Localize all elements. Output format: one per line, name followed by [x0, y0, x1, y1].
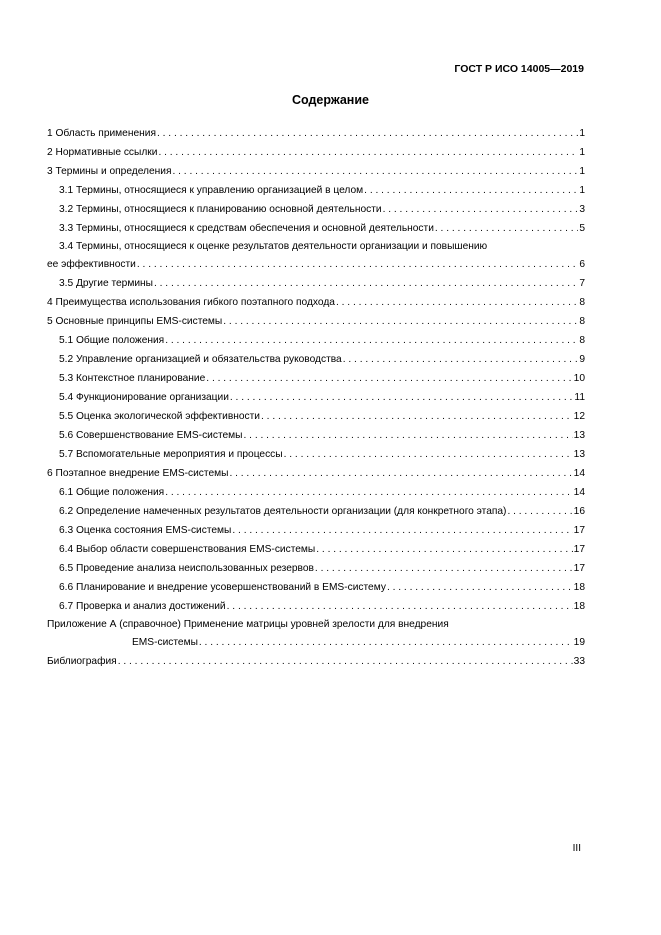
- toc-entry-text: 5.5 Оценка экологической эффективности: [59, 411, 260, 422]
- toc-entry-6-4: [47, 540, 585, 559]
- page-title: Содержание: [291, 93, 369, 107]
- toc-leader-dots: [316, 540, 572, 559]
- toc-leader-dots: [206, 369, 572, 388]
- toc-entry-page: 1: [579, 147, 585, 158]
- toc-leader-dots: [315, 559, 573, 578]
- toc-entry-page: 13: [573, 449, 585, 460]
- toc-entry-page: 17: [573, 544, 585, 555]
- toc-leader-dots: [227, 597, 573, 616]
- toc-entry-page: 8: [579, 297, 585, 308]
- toc-entry-text: 5.4 Функционирование организации: [59, 392, 229, 403]
- toc-entry-3-3: [47, 219, 585, 238]
- toc-entry-page: 1: [579, 166, 585, 177]
- toc-entry-text: 6.1 Общие положения: [59, 487, 165, 498]
- toc-entry-4: [47, 293, 585, 312]
- toc-entry-page: 18: [573, 601, 585, 612]
- toc-leader-dots: [284, 445, 573, 464]
- toc-entry-text: 1 Область применения: [47, 128, 156, 139]
- toc-entry-2: [47, 143, 585, 162]
- toc-entry-page: 14: [573, 468, 585, 479]
- toc-entry-page: 33: [573, 656, 585, 667]
- toc-leader-dots: [387, 578, 573, 597]
- toc-entry-text: 5.7 Вспомогательные мероприятия и процессы: [59, 449, 283, 460]
- toc-entry-page: 5: [579, 223, 585, 234]
- toc-entry-page: 12: [573, 411, 585, 422]
- toc-entry-text: 6.2 Определение намеченных результатов деятельности организации (для конкретного этапа): [59, 506, 507, 517]
- toc-leader-dots: [165, 483, 572, 502]
- toc-leader-dots: [137, 255, 578, 274]
- toc-leader-dots: [199, 633, 573, 652]
- toc-entry-5-1: [47, 331, 585, 350]
- toc-entry-appendix-a-continued: [47, 633, 585, 652]
- toc-leader-dots: [383, 200, 579, 219]
- toc-entry-text: 3.1 Термины, относящиеся к управлению организацией в целом: [59, 185, 364, 196]
- toc-entry-3-4: 3.4 Термины, относящиеся к оценке результатов деятельности организации и повышению: [59, 241, 488, 252]
- toc-entry-5: [47, 312, 585, 331]
- toc-entry-page: 1: [579, 128, 585, 139]
- toc-entry-page: 13: [573, 430, 585, 441]
- toc-entry-1: [47, 124, 585, 143]
- toc-entry-text: 5.6 Совершенствование EMS-системы: [59, 430, 243, 441]
- toc-leader-dots: [244, 426, 573, 445]
- toc-entry-5-5: [47, 407, 585, 426]
- toc-leader-dots: [158, 143, 578, 162]
- toc-entry-page: 8: [579, 316, 585, 327]
- toc-entry-page: 7: [579, 278, 585, 289]
- toc-entry-text: 6.6 Планирование и внедрение усовершенствований в EMS-систему: [59, 582, 386, 593]
- toc-entry-page: 18: [573, 582, 585, 593]
- toc-entry-5-7: [47, 445, 585, 464]
- toc-entry-text: 6.7 Проверка и анализ достижений: [59, 601, 226, 612]
- toc-entry-6-5: [47, 559, 585, 578]
- toc-entry-text: 6.3 Оценка состояния EMS-системы: [59, 525, 232, 536]
- toc-entry-text: 6.5 Проведение анализа неиспользованных резервов: [59, 563, 314, 574]
- toc-leader-dots: [261, 407, 573, 426]
- toc-entry-page: 17: [573, 563, 585, 574]
- toc-entry-page: 19: [573, 637, 585, 648]
- toc-entry-text: 5.1 Общие положения: [59, 335, 165, 346]
- toc-entry-5-4: [47, 388, 585, 407]
- toc-entry-text: 5.2 Управление организацией и обязательства руководства: [59, 354, 342, 365]
- toc-entry-text: Библиография: [47, 656, 117, 667]
- toc-leader-dots: [223, 312, 578, 331]
- toc-entry-6-2: [47, 502, 585, 521]
- toc-entry-page: 11: [574, 392, 585, 403]
- toc-leader-dots: [172, 162, 578, 181]
- toc-entry-3-5: [47, 274, 585, 293]
- toc-entry-page: 14: [573, 487, 585, 498]
- toc-entry-text: 4 Преимущества использования гибкого поэтапного подхода: [47, 297, 335, 308]
- toc-entry-page: 6: [579, 259, 585, 270]
- toc-entry-text: 6.4 Выбор области совершенствования EMS-системы: [59, 544, 316, 555]
- page-number: III: [572, 843, 581, 854]
- toc-entry-appendix-a: Приложение А (справочное) Применение матрицы уровней зрелости для внедрения: [47, 619, 449, 630]
- toc-entry-page: 1: [579, 185, 585, 196]
- toc-entry-text: 5 Основные принципы EMS-системы: [47, 316, 223, 327]
- toc-entry-bibliography: [47, 652, 585, 671]
- toc-entry-text: 3.2 Термины, относящиеся к планированию основной деятельности: [59, 204, 382, 215]
- toc-entry-5-3: [47, 369, 585, 388]
- toc-entry-3-2: [47, 200, 585, 219]
- toc-entry-page: 9: [579, 354, 585, 365]
- toc-entry-5-6: [47, 426, 585, 445]
- toc-entry-text: 3.5 Другие термины: [59, 278, 153, 289]
- toc-entry-text: 5.3 Контекстное планирование: [59, 373, 206, 384]
- toc-entry-text: 6 Поэтапное внедрение EMS-системы: [47, 468, 229, 479]
- toc-entry-5-2: [47, 350, 585, 369]
- toc-leader-dots: [229, 464, 572, 483]
- toc-entry-3: [47, 162, 585, 181]
- toc-entry-6-1: [47, 483, 585, 502]
- toc-leader-dots: [435, 219, 578, 238]
- toc-leader-dots: [230, 388, 574, 407]
- toc-leader-dots: [157, 124, 578, 143]
- toc-entry-6-3: [47, 521, 585, 540]
- toc-entry-text: 3 Термины и определения: [47, 166, 172, 177]
- toc-entry-page: 3: [579, 204, 585, 215]
- table-of-contents: [47, 124, 585, 671]
- toc-entry-text: 2 Нормативные ссылки: [47, 147, 158, 158]
- toc-leader-dots: [232, 521, 572, 540]
- toc-leader-dots: [118, 652, 573, 671]
- toc-entry-text: EMS-системы: [132, 637, 198, 648]
- toc-leader-dots: [165, 331, 578, 350]
- toc-entry-page: 17: [573, 525, 585, 536]
- toc-entry-6-6: [47, 578, 585, 597]
- toc-leader-dots: [507, 502, 572, 521]
- toc-entry-text: 3.3 Термины, относящиеся к средствам обеспечения и основной деятельности: [59, 223, 434, 234]
- toc-entry-6: [47, 464, 585, 483]
- toc-entry-3-1: [47, 181, 585, 200]
- toc-leader-dots: [336, 293, 578, 312]
- document-id: ГОСТ Р ИСО 14005—2019: [454, 63, 584, 75]
- toc-entry-page: 16: [573, 506, 585, 517]
- toc-leader-dots: [364, 181, 578, 200]
- toc-entry-6-7: [47, 597, 585, 616]
- toc-entry-3-4-continued: [47, 255, 585, 274]
- toc-leader-dots: [343, 350, 579, 369]
- toc-entry-page: 8: [579, 335, 585, 346]
- toc-entry-text: ее эффективности: [47, 259, 136, 270]
- toc-leader-dots: [154, 274, 578, 293]
- toc-entry-page: 10: [573, 373, 585, 384]
